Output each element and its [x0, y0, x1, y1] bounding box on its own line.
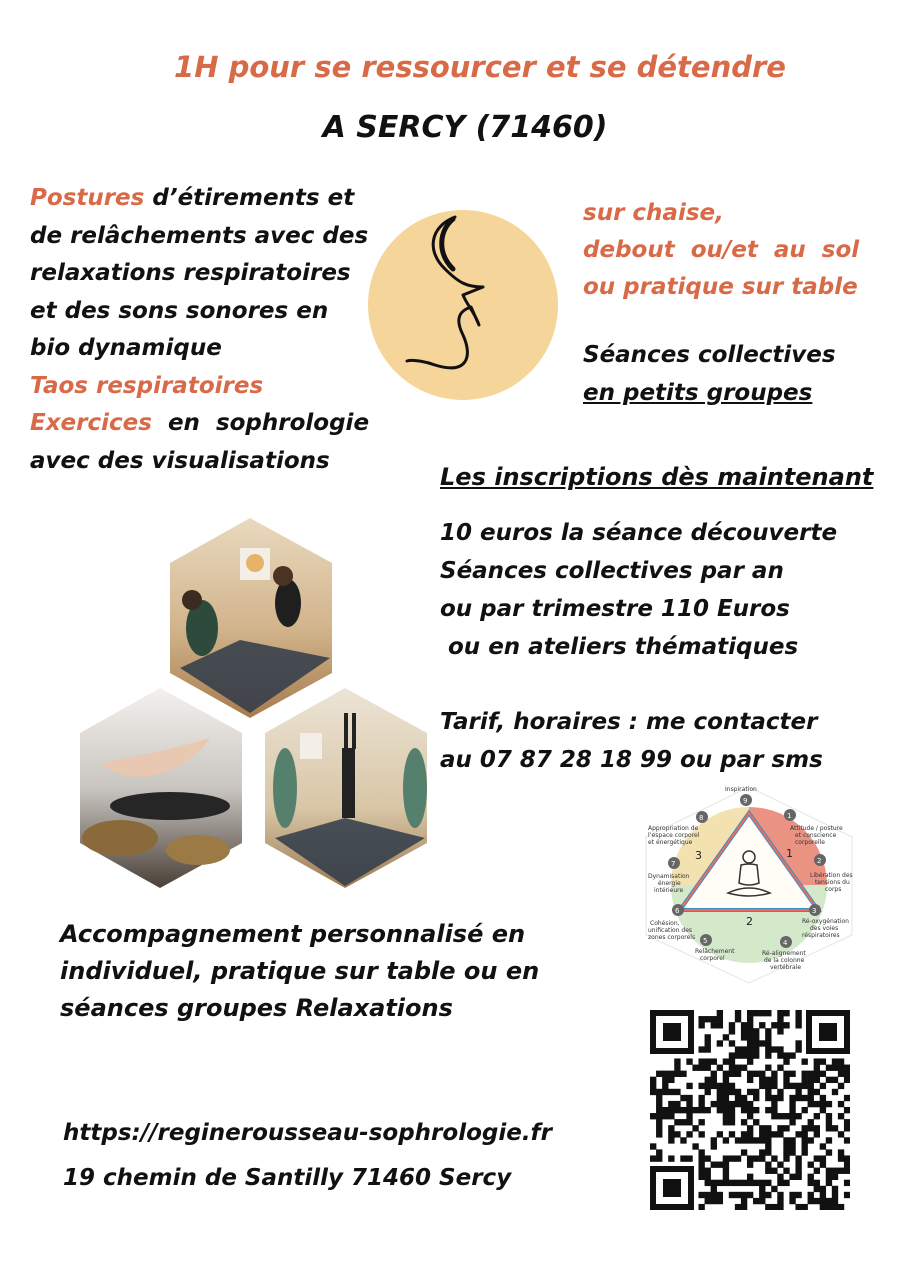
contact-line-2: au 07 87 28 18 99 ou par sms [440, 747, 823, 773]
zone-label-3: 3 [695, 849, 702, 862]
step-4-label-c: vertébrale [770, 964, 802, 971]
photo-collage [80, 518, 430, 888]
contact-info [440, 703, 823, 779]
support-line-1: Accompagnement personnalisé en [60, 920, 526, 948]
step-5-label: Relâchement [695, 948, 735, 955]
svg-text:1: 1 [787, 812, 792, 820]
desc-line-3: relaxations respiratoires [30, 260, 351, 286]
registration-heading: Les inscriptions dès maintenant [440, 463, 874, 491]
svg-text:8: 8 [699, 814, 704, 822]
pricing-line-2: Séances collectives par an [440, 558, 784, 584]
modes-line-1: sur chaise, [583, 200, 724, 226]
page-title: 1H pour se ressourcer et se détendre [174, 50, 786, 84]
step-6-label-c: zones corporels [648, 934, 696, 941]
step-3-label-c: réspiratoires [802, 932, 840, 939]
svg-text:3: 3 [812, 907, 817, 915]
support-line-2: individuel, pratique sur table ou en [60, 957, 540, 985]
logo-circle [368, 210, 558, 400]
step-8-label-b: l’espace corporel [648, 832, 700, 839]
contact-line-1: Tarif, horaires : me contacter [440, 709, 818, 735]
sessions-line-1: Séances collectives [583, 342, 836, 368]
personal-support-info [60, 916, 539, 1027]
pricing-info [440, 514, 837, 666]
svg-text:7: 7 [671, 860, 676, 868]
photo-seated-stretch [170, 518, 332, 718]
step-6-label: Cohésion, [650, 920, 680, 927]
modes-line-3: ou pratique sur table [583, 274, 858, 300]
logo [367, 207, 562, 402]
step-3-label: Ré-oxygénation [802, 918, 849, 925]
desc-line-7-rest: en sophrologie [151, 410, 370, 436]
desc-line-4: et des sons sonores en [30, 297, 329, 324]
svg-text:4: 4 [783, 939, 788, 947]
step-7-label-b: énergie [658, 880, 681, 887]
qr-code[interactable] [650, 1010, 850, 1210]
address: 19 chemin de Santilly 71460 Sercy [63, 1165, 512, 1191]
practice-description [30, 180, 380, 480]
step-5-label-b: corporel [700, 955, 725, 962]
desc-line-2: de relâchements avec des [30, 222, 369, 249]
step-8-label-c: et énergétique [648, 839, 693, 846]
desc-line-6: Taos respiratoires [30, 372, 264, 399]
step-6-label-b: unification des [648, 927, 693, 934]
practice-modes [583, 195, 859, 306]
pricing-line-4: ou en ateliers thématiques [440, 634, 799, 660]
sessions-info [583, 337, 836, 412]
svg-text:2: 2 [817, 857, 822, 865]
step-4-label-b: de la colonne [764, 957, 805, 964]
desc-line-5: bio dynamique [30, 335, 222, 361]
step-8-label: Appropriation de [648, 825, 699, 832]
step-9-label: Inspiration [725, 786, 757, 793]
zone-label-1: 1 [786, 847, 793, 860]
svg-text:9: 9 [743, 797, 748, 805]
postures-word: Postures [30, 185, 145, 211]
zone-label-2: 2 [746, 915, 753, 928]
location-title: A SERCY (71460) [322, 110, 608, 145]
desc-line-1 [30, 180, 380, 218]
svg-text:6: 6 [675, 907, 680, 915]
step-7-label-c: intérieure [654, 887, 684, 894]
desc-line-7 [30, 405, 380, 443]
step-4-label: Ré-alignement [762, 950, 806, 957]
step-3-label-b: des voies [810, 925, 839, 932]
sessions-line-2: en petits groupes [583, 379, 813, 406]
desc-line-1-rest: d’étirements et [144, 185, 355, 211]
desc-line-8: avec des visualisations [30, 447, 330, 474]
step-1-label-b: et conscience [795, 832, 837, 839]
step-1-label: Attitude / posture [790, 825, 843, 832]
photo-singing-bowls [80, 688, 242, 888]
step-7-label: Dynamisation [648, 873, 690, 880]
website-link[interactable]: https://reginerousseau-sophrologie.fr [63, 1120, 552, 1146]
step-1-label-c: corporelle [795, 839, 825, 846]
exercices-word: Exercices [30, 410, 152, 436]
step-2-label: Libération des [810, 872, 853, 879]
modes-line-2: debout ou/et au sol [583, 237, 860, 263]
sophrology-diagram [640, 785, 858, 985]
step-2-label-c: corps [825, 886, 842, 893]
pricing-line-1: 10 euros la séance découverte [440, 520, 838, 546]
photo-standing-stretch [265, 688, 427, 888]
svg-text:5: 5 [703, 937, 708, 945]
step-2-label-b: tensions du [815, 879, 850, 886]
support-line-3: séances groupes Relaxations [60, 994, 453, 1022]
pricing-line-3: ou par trimestre 110 Euros [440, 596, 790, 622]
